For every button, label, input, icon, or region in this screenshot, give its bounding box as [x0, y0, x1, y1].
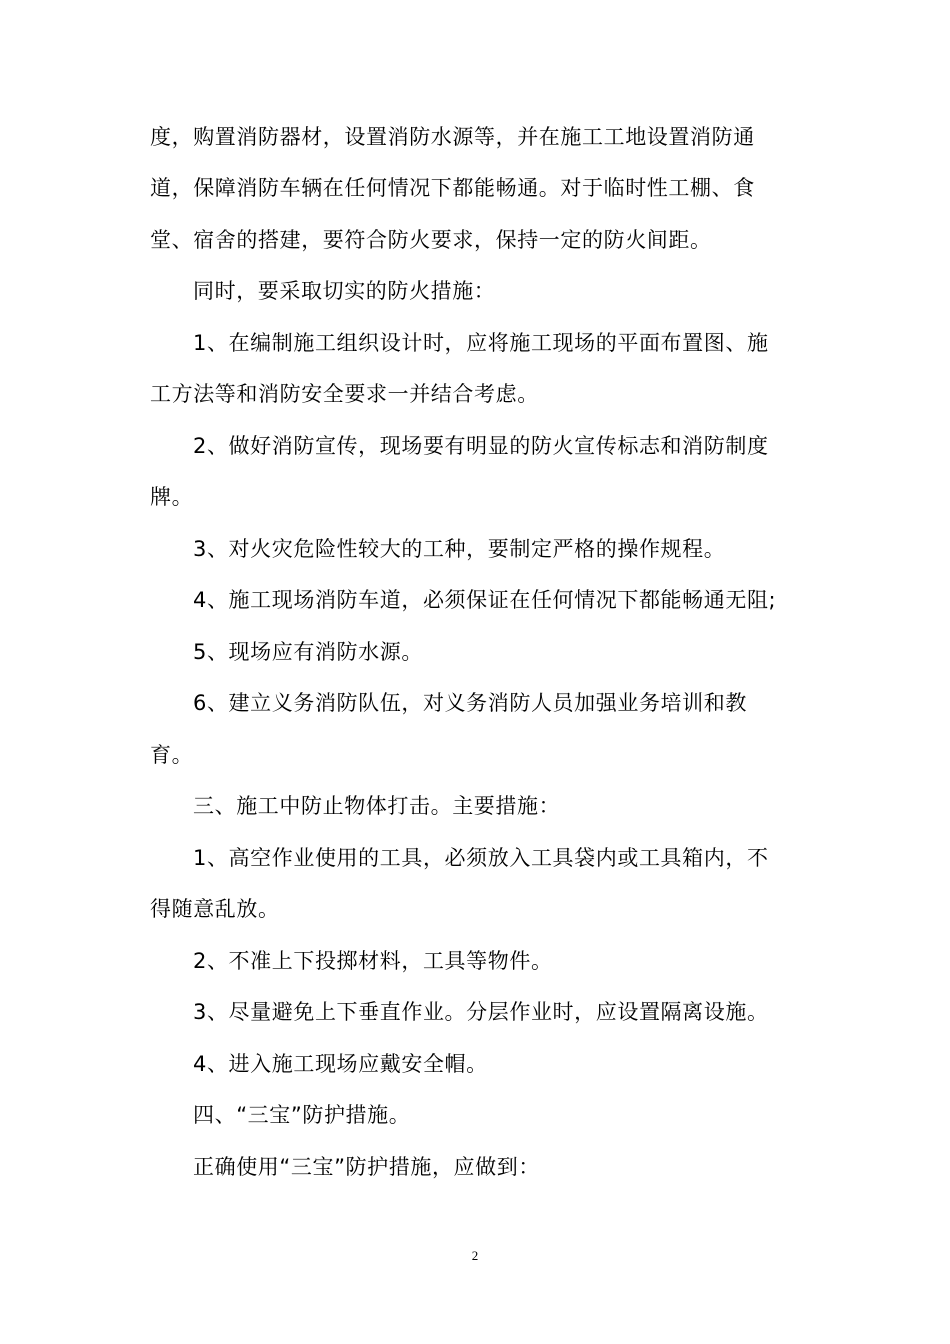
text-line: 5、现场应有消防水源。: [193, 640, 423, 664]
text-line: 2、做好消防宣传，现场要有明显的防火宣传标志和消防制度: [193, 434, 769, 458]
text-line: 3、对火灾危险性较大的工种，要制定严格的操作规程。: [193, 537, 726, 561]
text-line: 同时，要采取切实的防火措施：: [193, 279, 496, 303]
text-line: 2、不准上下投掷材料，工具等物件。: [193, 949, 553, 973]
text-line: 度，购置消防器材，设置消防水源等，并在施工工地设置消防通: [150, 125, 755, 149]
text-line: 6、建立义务消防队伍，对义务消防人员加强业务培训和教: [193, 691, 747, 715]
text-line: 堂、宿舍的搭建，要符合防火要求，保持一定的防火间距。: [150, 228, 712, 252]
text-line: 4、进入施工现场应戴安全帽。: [193, 1052, 488, 1076]
text-line: 1、高空作业使用的工具，必须放入工具袋内或工具箱内，不: [193, 846, 769, 870]
text-line: 1、在编制施工组织设计时，应将施工现场的平面布置图、施: [193, 331, 769, 355]
page-number: 2: [471, 1248, 479, 1263]
text-line: 得随意乱放。: [150, 897, 280, 921]
text-line: 四、“三宝”防护措施。: [193, 1103, 411, 1127]
text-line: 牌。: [150, 485, 194, 509]
text-line: 道，保障消防车辆在任何情况下都能畅通。对于临时性工棚、食: [150, 176, 755, 200]
text-line: 三、施工中防止物体打击。主要措施：: [193, 794, 561, 818]
text-line: 3、尽量避免上下垂直作业。分层作业时，应设置隔离设施。: [193, 1000, 769, 1024]
text-line: 工方法等和消防安全要求一并结合考虑。: [150, 382, 539, 406]
text-line: 育。: [150, 743, 194, 767]
text-line: 正确使用“三宝”防护措施，应做到：: [193, 1155, 540, 1179]
text-line: 4、施工现场消防车道，必须保证在任何情况下都能畅通无阻;: [193, 588, 777, 612]
